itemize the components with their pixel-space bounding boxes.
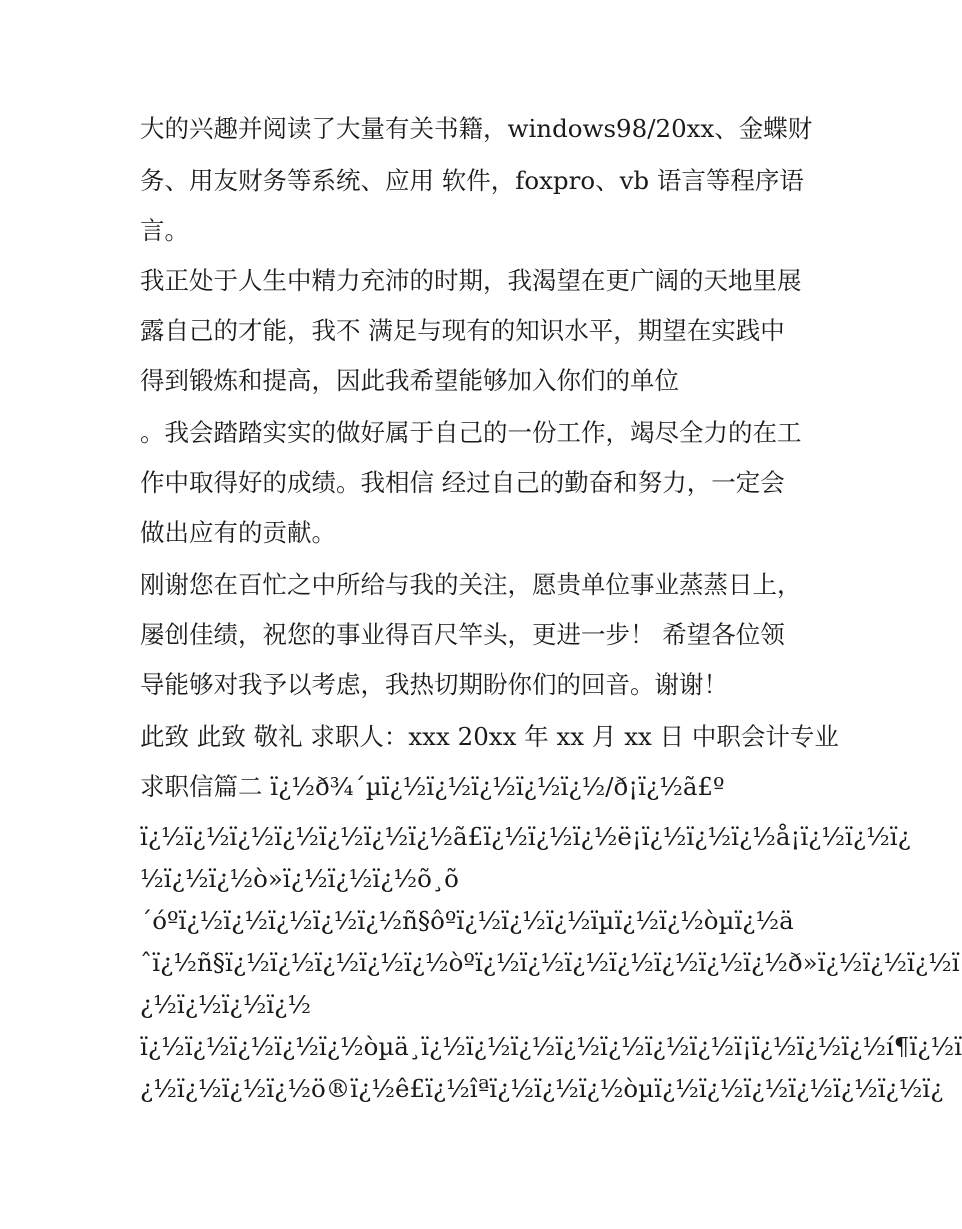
text-line: ´óºï¿½ï¿½ï¿½ï¿½ï¿½ñ§ôºï¿½ï¿½ï¿½ïµï¿½ï¿½òµï¿½ä	[140, 906, 794, 935]
text-line: 露自己的才能，我不 满足与现有的知识水平，期望在实践中	[140, 316, 785, 345]
text-line: 我正处于人生中精力充沛的时期，我渴望在更广阔的天地里展	[140, 266, 802, 295]
text-line: 得到锻炼和提高，因此我希望能够加入你们的单位	[140, 366, 679, 395]
text-line: 作中取得好的成绩。我相信 经过自己的勤奋和努力，一定会	[140, 468, 785, 497]
text-line: 。我会踏踏实实的做好属于自己的一份工作，竭尽全力的在工	[140, 418, 802, 447]
text-line: 导能够对我予以考虑，我热切期盼你们的回音。谢谢！	[140, 670, 728, 699]
text-line: 做出应有的贡献。	[140, 518, 336, 547]
text-line: 务、用友财务等系统、应用 软件，foxpro、vb 语言等程序语	[140, 166, 804, 195]
text-line: ¿½ï¿½ï¿½ï¿½ö®ï¿½ê£ï¿½îªï¿½ï¿½ï¿½òµï¿½ï¿½ï¿½ï¿½ï¿½ï¿½ï¿	[140, 1074, 944, 1103]
text-line: ï¿½ï¿½ï¿½ï¿½ï¿½òµä¸ï¿½ï¿½ï¿½ï¿½ï¿½ï¿½ï¿½ï¡ï¿½ï¿½ï¿½í¶ï¿½ï	[140, 1032, 962, 1061]
text-line: 言。	[140, 216, 189, 245]
text-line: 此致 此致 敬礼 求职人：xxx 20xx 年 xx 月 xx 日 中职会计专业	[140, 722, 839, 751]
text-line: ½ï¿½ï¿½ò»ï¿½ï¿½ï¿½õ¸õ	[140, 864, 459, 893]
text-line: 屡创佳绩，祝您的事业得百尺竿头，更进一步！ 希望各位领	[140, 620, 785, 649]
text-line: 大的兴趣并阅读了大量有关书籍，windows98/20xx、金蝶财	[140, 114, 813, 143]
text-line: ˆï¿½ñ§ï¿½ï¿½ï¿½ï¿½ï¿½òºï¿½ï¿½ï¿½ï¿½ï¿½ï¿½ï¿½ð»ï¿½ï¿½ï¿½ï	[140, 948, 960, 977]
text-line: ¿½ï¿½ï¿½ï¿½	[140, 990, 312, 1019]
text-line: ï¿½ï¿½ï¿½ï¿½ï¿½ï¿½ï¿½ã£ï¿½ï¿½ï¿½ë¡ï¿½ï¿½ï¿½å¡ï¿½ï¿½ï¿	[140, 822, 911, 851]
text-line: 求职信篇二 ï¿½ð¾´µï¿½ï¿½ï¿½ï¿½ï¿½/ð¡ï¿½ã£º	[140, 772, 725, 801]
text-line: 刚谢您在百忙之中所给与我的关注，愿贵单位事业蒸蒸日上，	[140, 570, 802, 599]
